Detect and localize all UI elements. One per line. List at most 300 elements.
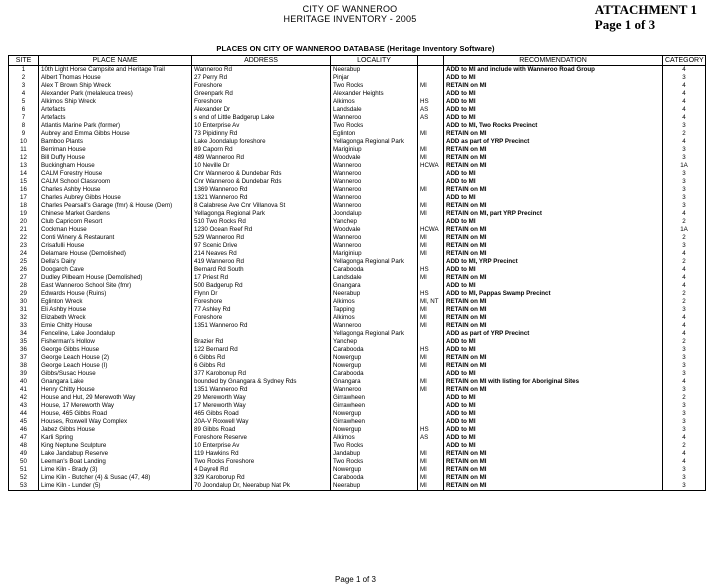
cell-place-name: Atlantis Marine Park (former) (39, 122, 192, 130)
cell-address: 97 Scenic Drive (192, 242, 331, 250)
cell-address: 10 Neville Dr (192, 162, 331, 170)
cell-listing-code (418, 74, 444, 82)
table-row (9, 354, 706, 362)
cell-site-number: 39 (9, 370, 39, 378)
cell-listing-code (418, 410, 444, 418)
cell-address: 29 Mereworth Way (192, 394, 331, 402)
cell-place-name: Lime Kiln - Butcher (4) & Susac (47, 48) (39, 474, 192, 482)
cell-locality: Mariginiup (331, 250, 418, 258)
cell-recommendation: RETAIN on MI (444, 82, 663, 90)
cell-address: Foreshore (192, 98, 331, 106)
cell-category: 3 (663, 354, 706, 362)
cell-category: 4 (663, 82, 706, 90)
attachment-title: ATTACHMENT 1 (594, 2, 697, 17)
cell-recommendation: ADD to MI and include with Wanneroo Road Group (444, 66, 663, 75)
cell-locality: Alkimos (331, 298, 418, 306)
cell-place-name: Conti Winery & Restaurant (39, 234, 192, 242)
cell-address: 529 Wanneroo Rd (192, 234, 331, 242)
cell-place-name: Eglinton Wreck (39, 298, 192, 306)
table-row (9, 418, 706, 426)
cell-site-number: 38 (9, 362, 39, 370)
cell-site-number: 51 (9, 466, 39, 474)
cell-place-name: Charles Ashby House (39, 186, 192, 194)
cell-category: 2 (663, 298, 706, 306)
cell-locality: Alkimos (331, 314, 418, 322)
cell-recommendation: ADD to MI (444, 178, 663, 186)
cell-listing-code (418, 66, 444, 75)
cell-address: Greenpark Rd (192, 90, 331, 98)
cell-site-number: 16 (9, 186, 39, 194)
cell-locality: Two Rocks (331, 122, 418, 130)
table-row (9, 234, 706, 242)
table-row (9, 394, 706, 402)
cell-place-name: House, 465 Gibbs Road (39, 410, 192, 418)
cell-site-number: 14 (9, 170, 39, 178)
cell-site-number: 7 (9, 114, 39, 122)
cell-category: 3 (663, 386, 706, 394)
table-body (9, 66, 706, 491)
table-row (9, 378, 706, 386)
cell-site-number: 20 (9, 218, 39, 226)
cell-recommendation: RETAIN on MI (444, 474, 663, 482)
cell-listing-code: MI (418, 386, 444, 394)
cell-listing-code: AS (418, 114, 444, 122)
cell-recommendation: RETAIN on MI (444, 186, 663, 194)
cell-recommendation: RETAIN on MI (444, 362, 663, 370)
cell-listing-code: MI (418, 234, 444, 242)
cell-listing-code (418, 122, 444, 130)
cell-address: 377 Karobonup Rd (192, 370, 331, 378)
table-row (9, 82, 706, 90)
cell-address: Bernard Rd South (192, 266, 331, 274)
table-row (9, 314, 706, 322)
cell-listing-code (418, 178, 444, 186)
cell-address: 489 Wanneroo Rd (192, 154, 331, 162)
cell-locality: Carabooda (331, 346, 418, 354)
column-header-site: SITE (9, 56, 39, 66)
cell-address: Cnr Wanneroo & Dundebar Rds (192, 178, 331, 186)
cell-locality: Landsdale (331, 106, 418, 114)
cell-category: 4 (663, 250, 706, 258)
cell-category: 4 (663, 322, 706, 330)
cell-category: 3 (663, 186, 706, 194)
cell-locality: Nowergup (331, 362, 418, 370)
cell-listing-code: MI (418, 450, 444, 458)
cell-locality: Wanneroo (331, 202, 418, 210)
cell-site-number: 53 (9, 482, 39, 491)
table-row (9, 450, 706, 458)
cell-locality: Mariginiup (331, 146, 418, 154)
cell-site-number: 21 (9, 226, 39, 234)
cell-address: 20A-V Roxwell Way (192, 418, 331, 426)
cell-address: Lake Joondalup foreshore (192, 138, 331, 146)
cell-locality: Two Rocks (331, 458, 418, 466)
cell-place-name: East Wanneroo School Site (fmr) (39, 282, 192, 290)
cell-address: 1351 Wanneroo Rd (192, 386, 331, 394)
cell-address: 10 Enterprise Av (192, 122, 331, 130)
cell-locality: Wanneroo (331, 242, 418, 250)
table-row (9, 90, 706, 98)
cell-locality: Carabooda (331, 474, 418, 482)
cell-place-name: 10th Light Horse Campsite and Heritage Trail (39, 66, 192, 75)
column-header-locality: LOCALITY (331, 56, 418, 66)
cell-category: 4 (663, 106, 706, 114)
cell-locality: Yellagonga Regional Park (331, 330, 418, 338)
cell-listing-code (418, 218, 444, 226)
cell-address: 510 Two Rocks Rd (192, 218, 331, 226)
cell-category: 3 (663, 482, 706, 491)
cell-place-name: George Gibbs House (39, 346, 192, 354)
table-row (9, 282, 706, 290)
cell-address: 1321 Wanneroo Rd (192, 194, 331, 202)
cell-site-number: 12 (9, 154, 39, 162)
cell-category: 3 (663, 426, 706, 434)
cell-place-name: Eli Ashby House (39, 306, 192, 314)
cell-place-name: Fisherman's Hollow (39, 338, 192, 346)
cell-category: 4 (663, 266, 706, 274)
cell-category: 1A (663, 162, 706, 170)
cell-address: 77 Ashley Rd (192, 306, 331, 314)
cell-address: Two Rocks Foreshore (192, 458, 331, 466)
cell-place-name: Gnangara Lake (39, 378, 192, 386)
cell-place-name: George Leach House (2) (39, 354, 192, 362)
cell-place-name: Charles Aubrey Gibbs House (39, 194, 192, 202)
cell-address: Foreshore (192, 82, 331, 90)
cell-listing-code: MI (418, 458, 444, 466)
cell-locality: Girrawheen (331, 402, 418, 410)
cell-site-number: 49 (9, 450, 39, 458)
cell-category: 3 (663, 362, 706, 370)
cell-category: 3 (663, 306, 706, 314)
cell-site-number: 13 (9, 162, 39, 170)
table-row (9, 458, 706, 466)
cell-locality: Pinjar (331, 74, 418, 82)
cell-address: 6 Gibbs Rd (192, 354, 331, 362)
table-row (9, 138, 706, 146)
cell-listing-code: MI (418, 154, 444, 162)
cell-locality: Wanneroo (331, 186, 418, 194)
table-row (9, 474, 706, 482)
cell-category: 2 (663, 234, 706, 242)
cell-recommendation: RETAIN on MI (444, 298, 663, 306)
cell-listing-code (418, 418, 444, 426)
cell-locality: Gnangara (331, 282, 418, 290)
cell-listing-code: MI (418, 274, 444, 282)
cell-site-number: 17 (9, 194, 39, 202)
cell-address: 1369 Wanneroo Rd (192, 186, 331, 194)
cell-listing-code: HS (418, 290, 444, 298)
cell-locality: Tapping (331, 306, 418, 314)
page-footer: Page 1 of 3 (335, 575, 376, 584)
cell-site-number: 30 (9, 298, 39, 306)
cell-locality: Alexander Heights (331, 90, 418, 98)
cell-recommendation: ADD to MI (444, 218, 663, 226)
table-row (9, 250, 706, 258)
cell-place-name: Bamboo Plants (39, 138, 192, 146)
cell-recommendation: RETAIN on MI (444, 322, 663, 330)
cell-listing-code (418, 194, 444, 202)
table-row (9, 370, 706, 378)
cell-listing-code: HS (418, 266, 444, 274)
cell-listing-code: MI (418, 82, 444, 90)
cell-address: 1230 Ocean Reef Rd (192, 226, 331, 234)
cell-recommendation: RETAIN on MI (444, 482, 663, 491)
table-row (9, 194, 706, 202)
cell-address (192, 330, 331, 338)
cell-locality: Landsdale (331, 274, 418, 282)
cell-site-number: 34 (9, 330, 39, 338)
cell-address: Wanneroo Rd (192, 66, 331, 75)
column-header-recommendation: RECOMMENDATION (444, 56, 663, 66)
cell-site-number: 36 (9, 346, 39, 354)
cell-place-name: Edwards House (Ruins) (39, 290, 192, 298)
cell-category: 2 (663, 218, 706, 226)
cell-place-name: Aubrey and Emma Gibbs House (39, 130, 192, 138)
cell-site-number: 46 (9, 426, 39, 434)
cell-category: 3 (663, 402, 706, 410)
cell-listing-code (418, 370, 444, 378)
table-row (9, 106, 706, 114)
table-row (9, 410, 706, 418)
table-row (9, 258, 706, 266)
cell-locality: Wanneroo (331, 194, 418, 202)
cell-listing-code: HS (418, 346, 444, 354)
cell-place-name: Elizabeth Wreck (39, 314, 192, 322)
cell-category: 4 (663, 434, 706, 442)
cell-site-number: 24 (9, 250, 39, 258)
attachment-label (595, 2, 697, 32)
cell-place-name: Club Capricorn Resort (39, 218, 192, 226)
cell-locality: Carabooda (331, 266, 418, 274)
cell-locality: Nowergup (331, 426, 418, 434)
cell-place-name: Karli Spring (39, 434, 192, 442)
cell-site-number: 31 (9, 306, 39, 314)
table-row (9, 274, 706, 282)
cell-category: 4 (663, 90, 706, 98)
cell-address: 4 Dayrell Rd (192, 466, 331, 474)
cell-site-number: 26 (9, 266, 39, 274)
cell-site-number: 45 (9, 418, 39, 426)
table-row (9, 122, 706, 130)
cell-place-name: Cockman House (39, 226, 192, 234)
cell-place-name: CALM Forestry House (39, 170, 192, 178)
cell-category: 3 (663, 466, 706, 474)
cell-recommendation: ADD to MI (444, 434, 663, 442)
cell-site-number: 52 (9, 474, 39, 482)
cell-locality: Carabooda (331, 370, 418, 378)
cell-recommendation: ADD to MI (444, 282, 663, 290)
cell-listing-code: MI (418, 202, 444, 210)
cell-place-name: Artefacts (39, 114, 192, 122)
cell-recommendation: RETAIN on MI (444, 154, 663, 162)
cell-listing-code: MI (418, 322, 444, 330)
cell-locality: Neerabup (331, 482, 418, 491)
cell-site-number: 43 (9, 402, 39, 410)
cell-site-number: 11 (9, 146, 39, 154)
table-row (9, 170, 706, 178)
cell-recommendation: ADD to MI (444, 410, 663, 418)
cell-address: 6 Gibbs Rd (192, 362, 331, 370)
cell-category: 4 (663, 282, 706, 290)
cell-place-name: Bill Duffy House (39, 154, 192, 162)
cell-site-number: 47 (9, 434, 39, 442)
cell-listing-code (418, 442, 444, 450)
cell-recommendation: RETAIN on MI (444, 226, 663, 234)
page-indicator: Page 1 of 3 (594, 17, 656, 32)
cell-place-name: Lake Jandabup Reserve (39, 450, 192, 458)
cell-recommendation: ADD to MI, YRP Precinct (444, 258, 663, 266)
cell-site-number: 42 (9, 394, 39, 402)
cell-listing-code (418, 338, 444, 346)
cell-recommendation: ADD to MI (444, 74, 663, 82)
cell-place-name: Berriman House (39, 146, 192, 154)
cell-locality: Nowergup (331, 410, 418, 418)
cell-category: 3 (663, 170, 706, 178)
cell-place-name: Charles Pearsall's Garage (fmr) & House (Dem) (39, 202, 192, 210)
cell-locality: Wanneroo (331, 386, 418, 394)
cell-recommendation: RETAIN on MI (444, 130, 663, 138)
cell-category: 3 (663, 194, 706, 202)
cell-recommendation: RETAIN on MI (444, 274, 663, 282)
cell-recommendation: ADD to MI (444, 370, 663, 378)
table-row (9, 226, 706, 234)
cell-place-name: Leeman's Boat Landing (39, 458, 192, 466)
cell-listing-code: HCWA (418, 162, 444, 170)
cell-recommendation: ADD to MI (444, 394, 663, 402)
table-row (9, 210, 706, 218)
cell-listing-code: AS (418, 434, 444, 442)
cell-recommendation: RETAIN on MI (444, 242, 663, 250)
cell-recommendation: RETAIN on MI (444, 306, 663, 314)
cell-category: 3 (663, 346, 706, 354)
cell-site-number: 35 (9, 338, 39, 346)
cell-site-number: 22 (9, 234, 39, 242)
cell-locality: Wanneroo (331, 170, 418, 178)
cell-listing-code: AS (418, 106, 444, 114)
table-row (9, 202, 706, 210)
cell-listing-code (418, 394, 444, 402)
cell-place-name: Lime Kiln - Brady (3) (39, 466, 192, 474)
cell-address: s end of Little Badgerup Lake (192, 114, 331, 122)
cell-address: 8 Calabrese Ave Cnr Villanova St (192, 202, 331, 210)
table-row (9, 154, 706, 162)
cell-category: 3 (663, 146, 706, 154)
cell-category: 4 (663, 378, 706, 386)
cell-category: 3 (663, 202, 706, 210)
table-row (9, 306, 706, 314)
cell-site-number: 29 (9, 290, 39, 298)
cell-address: 119 Hawkins Rd (192, 450, 331, 458)
cell-site-number: 9 (9, 130, 39, 138)
cell-place-name: Houses, Roxwell Way Complex (39, 418, 192, 426)
cell-recommendation: RETAIN on MI (444, 354, 663, 362)
cell-listing-code (418, 258, 444, 266)
cell-recommendation: ADD to MI (444, 114, 663, 122)
cell-locality: Woodvale (331, 226, 418, 234)
cell-listing-code (418, 330, 444, 338)
cell-category: 4 (663, 98, 706, 106)
cell-recommendation: RETAIN on MI (444, 386, 663, 394)
cell-listing-code: MI (418, 146, 444, 154)
cell-listing-code: MI (418, 314, 444, 322)
table-row (9, 114, 706, 122)
cell-address: bounded by Gnangara & Sydney Rds (192, 378, 331, 386)
cell-place-name: Buckingham House (39, 162, 192, 170)
cell-recommendation: ADD to MI (444, 170, 663, 178)
cell-category: 4 (663, 330, 706, 338)
cell-address: 17 Priest Rd (192, 274, 331, 282)
cell-address: Cnr Wanneroo & Dundebar Rds (192, 170, 331, 178)
cell-listing-code: MI (418, 362, 444, 370)
cell-address: Flynn Dr (192, 290, 331, 298)
cell-place-name: House and Hut, 29 Merewoth Way (39, 394, 192, 402)
cell-recommendation: ADD to MI, Two Rocks Precinct (444, 122, 663, 130)
cell-site-number: 1 (9, 66, 39, 75)
cell-recommendation: RETAIN on MI (444, 450, 663, 458)
cell-site-number: 44 (9, 410, 39, 418)
cell-recommendation: ADD as part of YRP Precinct (444, 138, 663, 146)
cell-locality: Nowergup (331, 466, 418, 474)
cell-place-name: George Leach House (I) (39, 362, 192, 370)
cell-category: 2 (663, 290, 706, 298)
cell-category: 4 (663, 450, 706, 458)
table-row (9, 74, 706, 82)
cell-site-number: 25 (9, 258, 39, 266)
cell-listing-code (418, 402, 444, 410)
cell-place-name: Jabez Gibbs House (39, 426, 192, 434)
cell-site-number: 28 (9, 282, 39, 290)
cell-site-number: 27 (9, 274, 39, 282)
column-header-category: CATEGORY (663, 56, 706, 66)
cell-category: 4 (663, 314, 706, 322)
cell-place-name: Alexander Park (melaleuca trees) (39, 90, 192, 98)
cell-place-name: Alkimos Ship Wreck (39, 98, 192, 106)
cell-category: 3 (663, 74, 706, 82)
table-row (9, 162, 706, 170)
cell-listing-code: MI (418, 250, 444, 258)
cell-site-number: 15 (9, 178, 39, 186)
cell-listing-code: MI (418, 210, 444, 218)
cell-locality: Yanchep (331, 218, 418, 226)
cell-address: 465 Gibbs Road (192, 410, 331, 418)
cell-category: 4 (663, 138, 706, 146)
cell-locality: Wanneroo (331, 162, 418, 170)
table-row (9, 338, 706, 346)
cell-address: 1351 Wanneroo Rd (192, 322, 331, 330)
cell-address: 419 Wanneroo Rd (192, 258, 331, 266)
cell-locality: Woodvale (331, 154, 418, 162)
cell-listing-code: MI (418, 130, 444, 138)
table-row (9, 482, 706, 491)
table-row (9, 346, 706, 354)
table-row (9, 466, 706, 474)
cell-recommendation: RETAIN on MI with listing for Aboriginal Sites (444, 378, 663, 386)
cell-recommendation: ADD to MI (444, 346, 663, 354)
cell-locality: Neerabup (331, 290, 418, 298)
cell-site-number: 4 (9, 90, 39, 98)
table-row (9, 402, 706, 410)
cell-listing-code (418, 170, 444, 178)
cell-locality: Nowergup (331, 354, 418, 362)
cell-place-name: CALM School Classroom (39, 178, 192, 186)
cell-recommendation: RETAIN on MI (444, 250, 663, 258)
cell-recommendation: ADD to MI (444, 266, 663, 274)
cell-listing-code: MI (418, 466, 444, 474)
cell-category: 3 (663, 474, 706, 482)
cell-site-number: 10 (9, 138, 39, 146)
cell-address: 17 Mereworth Way (192, 402, 331, 410)
cell-place-name: Lime Kiln - Lunder (5) (39, 482, 192, 491)
